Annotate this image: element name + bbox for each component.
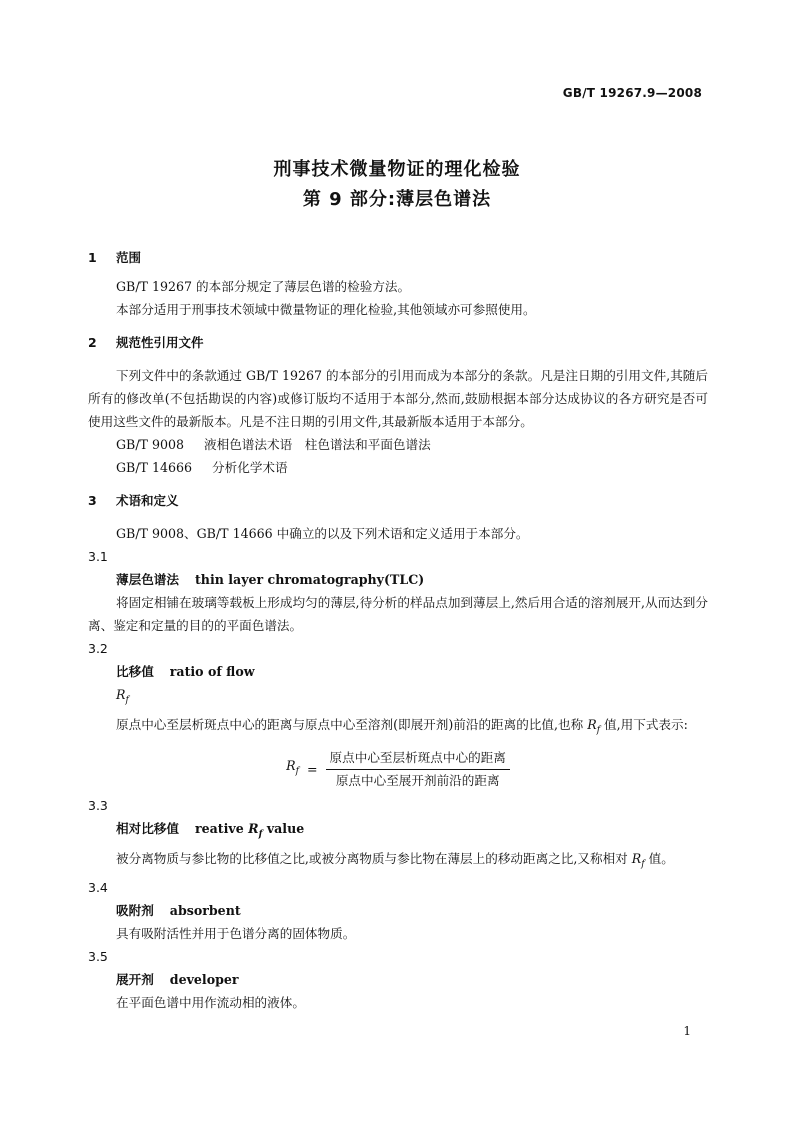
- standard-code: GB/T 19267.9—2008: [562, 86, 702, 100]
- section-heading-scope: 1 范围: [88, 250, 142, 265]
- term-entry: 吸附剂 absorbent: [116, 903, 241, 919]
- reference-item: GB/T 9008 液相色谱法术语 柱色谱法和平面色谱法: [116, 437, 431, 452]
- clause-number: 3.5: [88, 949, 108, 965]
- page-number: 1: [683, 1024, 691, 1038]
- term-symbol: $R_f$: [116, 687, 129, 706]
- term-entry: 薄层色谱法 thin layer chromatography(TLC): [116, 572, 425, 587]
- formula-numerator: 原点中心至层析斑点中心的距离: [329, 749, 506, 765]
- clause-number: 3.1: [88, 549, 108, 564]
- formula-fraction: [326, 749, 510, 790]
- section-heading-terms: 3 术语和定义: [88, 493, 179, 508]
- paragraph: GB/T 19267 的本部分规定了薄层色谱的检验方法。: [116, 279, 411, 294]
- term-definition: 被分离物质与参比物的比移值之比,或被分离物质与参比物在薄层上的移动距离之比,又称相对 $R_f$ 值。: [116, 850, 674, 870]
- term-entry: 展开剂 developer: [116, 972, 239, 988]
- document-body: [88, 246, 708, 1014]
- term-definition: 将固定相铺在玻璃等载板上形成均匀的薄层,待分析的样品点加到薄层上,然后用合适的溶剂展开,从而达到分离、鉴定和定量的目的的平面色谱法。: [88, 595, 708, 633]
- formula-denominator: 原点中心至展开剂前沿的距离: [335, 772, 500, 788]
- document-subtitle: 第 9 部分:薄层色谱法: [302, 189, 492, 210]
- term-entry: 比移值 ratio of flow: [116, 664, 255, 679]
- term-definition: 原点中心至层析斑点中心的距离与原点中心至溶剂(即展开剂)前沿的距离的比值,也称 $R_f$ 值,用下式表示:: [116, 716, 688, 736]
- term-entry: 相对比移值 reative $R_f$ value: [116, 821, 305, 840]
- paragraph: 本部分适用于刑事技术领域中微量物证的理化检验,其他领域亦可参照使用。: [116, 302, 536, 317]
- paragraph: 下列文件中的条款通过 GB/T 19267 的本部分的引用而成为本部分的条款。凡是注日期的引用文件,其随后所有的修改单(不包括勘误的内容)或修订版均不适用于本部分,然而,鼓励根据本部分达成协议的各方研究是否可使用这些文件的最新版本。凡是不注日期的引用文件,其最新版本适用于本部分。: [88, 368, 708, 429]
- rf-formula: $R_f$ = $\frac{\text{原点中心至层析斑点中心的距离}}{\text{原点中心至展开剂前沿的距离}}$: [88, 746, 708, 792]
- document-title: 刑事技术微量物证的理化检验: [273, 159, 521, 180]
- clause-number: 3.3: [88, 798, 108, 814]
- clause-number: 3.4: [88, 880, 108, 896]
- reference-item: GB/T 14666 分析化学术语: [116, 460, 288, 475]
- term-definition: 具有吸附活性并用于色谱分离的固体物质。: [116, 926, 356, 942]
- clause-number: 3.2: [88, 641, 108, 656]
- section-heading-normative-references: 2 规范性引用文件: [88, 335, 204, 350]
- paragraph: GB/T 9008、GB/T 14666 中确立的以及下列术语和定义适用于本部分。: [116, 526, 529, 541]
- term-definition: 在平面色谱中用作流动相的液体。: [116, 995, 305, 1011]
